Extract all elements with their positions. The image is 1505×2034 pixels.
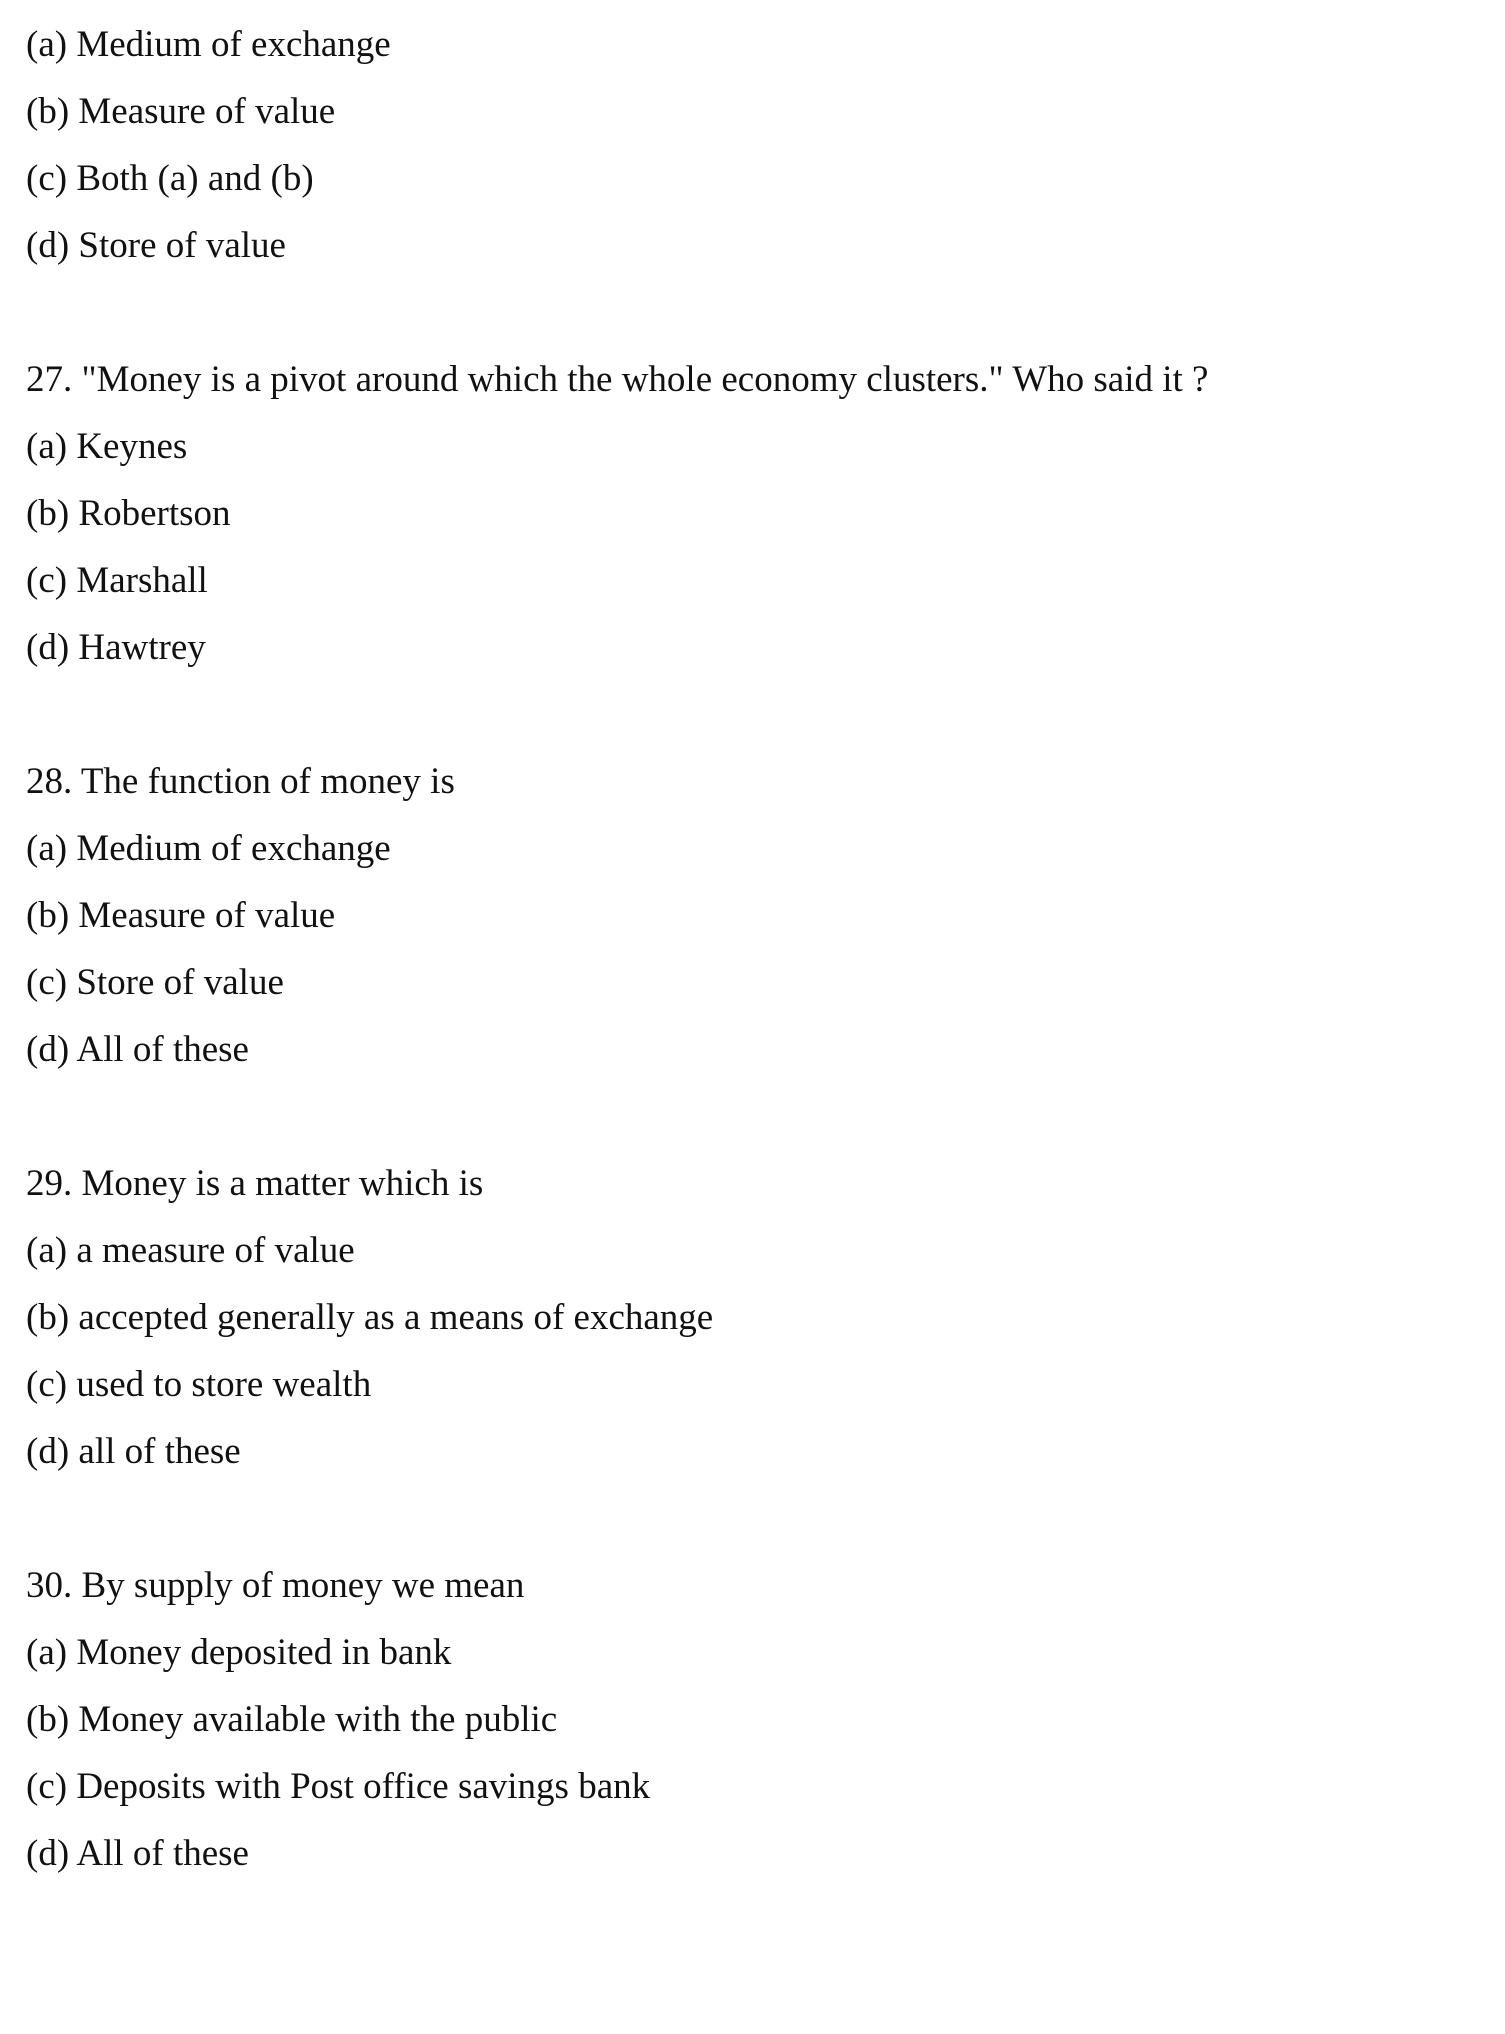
option-a: (a) Medium of exchange bbox=[26, 24, 391, 65]
option-c: (c) Store of value bbox=[26, 962, 284, 1003]
question-text: 30. By supply of money we mean bbox=[26, 1565, 525, 1606]
question-28 bbox=[26, 748, 1505, 1083]
question-29 bbox=[26, 1150, 1505, 1485]
option-d: (d) All of these bbox=[26, 1029, 249, 1070]
spacer bbox=[26, 279, 1505, 346]
option-b: (b) Measure of value bbox=[26, 895, 336, 936]
option-c: (c) Marshall bbox=[26, 560, 208, 601]
option-a: (a) Medium of exchange bbox=[26, 828, 391, 869]
option-c: (c) Deposits with Post office savings bank bbox=[26, 1766, 651, 1807]
spacer bbox=[26, 1083, 1505, 1150]
option-c: (c) used to store wealth bbox=[26, 1364, 372, 1405]
spacer bbox=[26, 1485, 1505, 1552]
option-a: (a) Keynes bbox=[26, 426, 188, 467]
question-27 bbox=[26, 346, 1505, 681]
option-b: (b) Measure of value bbox=[26, 91, 336, 132]
question-26-continuation bbox=[26, 11, 1505, 279]
option-b: (b) Robertson bbox=[26, 493, 231, 534]
spacer bbox=[26, 681, 1505, 748]
question-text: 28. The function of money is bbox=[26, 761, 455, 802]
option-d: (d) Hawtrey bbox=[26, 627, 206, 668]
question-text: 29. Money is a matter which is bbox=[26, 1163, 484, 1204]
document-page bbox=[26, 11, 1505, 1887]
option-c: (c) Both (a) and (b) bbox=[26, 158, 314, 199]
option-d: (d) Store of value bbox=[26, 225, 286, 266]
option-d: (d) all of these bbox=[26, 1431, 241, 1472]
question-text: 27. "Money is a pivot around which the whole economy clusters." Who said it ? bbox=[26, 359, 1209, 400]
option-b: (b) accepted generally as a means of exchange bbox=[26, 1297, 714, 1338]
option-a: (a) a measure of value bbox=[26, 1230, 355, 1271]
question-30 bbox=[26, 1552, 1505, 1887]
option-d: (d) All of these bbox=[26, 1833, 249, 1874]
option-a: (a) Money deposited in bank bbox=[26, 1632, 452, 1673]
option-b: (b) Money available with the public bbox=[26, 1699, 558, 1740]
